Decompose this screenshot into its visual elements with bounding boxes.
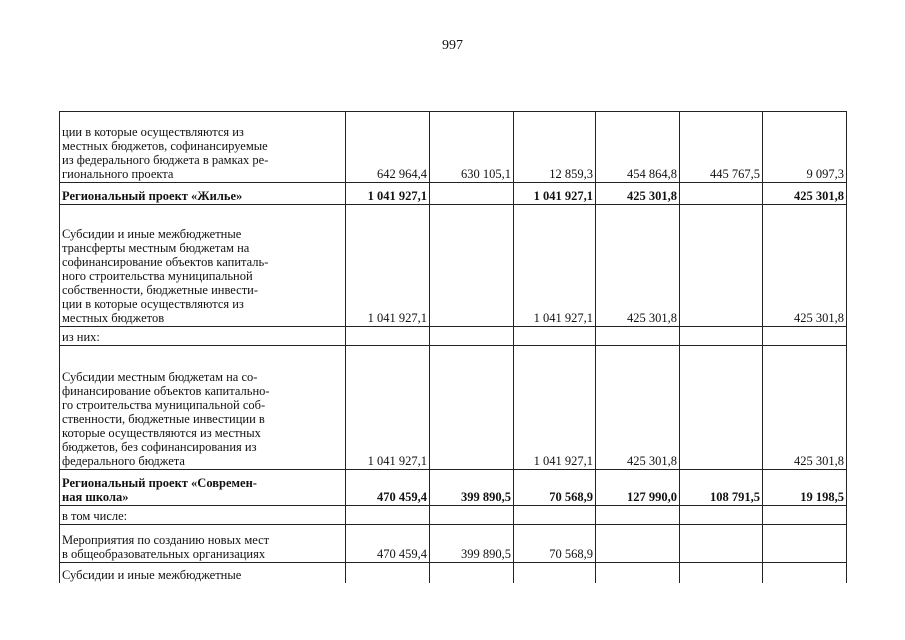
table-row: [60, 112, 847, 183]
budget-table: [59, 111, 847, 583]
value-cell: [514, 327, 596, 346]
table-row: [60, 506, 847, 525]
value-cell: [680, 183, 763, 205]
value-cell: 454 864,8: [596, 112, 680, 183]
value-cell: [430, 506, 514, 525]
row-description: в том числе:: [60, 506, 346, 525]
value-cell: 70 568,9: [514, 470, 596, 506]
table-row: [60, 563, 847, 583]
page-number: 997: [442, 38, 463, 53]
value-cell: [763, 327, 847, 346]
table-row: [60, 327, 847, 346]
value-cell: 70 568,9: [514, 525, 596, 563]
value-cell: [430, 205, 514, 327]
value-cell: 399 890,5: [430, 470, 514, 506]
value-cell: 425 301,8: [596, 346, 680, 470]
value-cell: 9 097,3: [763, 112, 847, 183]
value-cell: [514, 506, 596, 525]
value-cell: [596, 327, 680, 346]
row-description: ции в которые осуществляются из местных бюджетов, софинансируемые из федерального бюджета в рамках ре- гионального проекта: [60, 112, 346, 183]
value-cell: 470 459,4: [346, 470, 430, 506]
value-cell: 19 198,5: [763, 470, 847, 506]
value-cell: [430, 327, 514, 346]
value-cell: 425 301,8: [596, 205, 680, 327]
value-cell: 425 301,8: [763, 205, 847, 327]
row-description: Мероприятия по созданию новых мест в общеобразовательных организациях: [60, 525, 346, 563]
value-cell: 127 990,0: [596, 470, 680, 506]
value-cell: 470 459,4: [346, 525, 430, 563]
value-cell: [596, 506, 680, 525]
table-row: [60, 346, 847, 470]
value-cell: [680, 205, 763, 327]
row-description: Субсидии местным бюджетам на со- финансирование объектов капитально- го строительства муниципальной соб- ственности, бюджетные инвестиции в которые осуществляются из местных бюджетов, без софинансирования из федерального бюджета: [60, 346, 346, 470]
row-description: из них:: [60, 327, 346, 346]
value-cell: [346, 327, 430, 346]
table-row: [60, 205, 847, 327]
value-cell: 1 041 927,1: [514, 183, 596, 205]
value-cell: [680, 327, 763, 346]
value-cell: 425 301,8: [763, 183, 847, 205]
row-description: Региональный проект «Современ- ная школа»: [60, 470, 346, 506]
value-cell: [430, 563, 514, 583]
value-cell: 1 041 927,1: [346, 346, 430, 470]
row-description: Субсидии и иные межбюджетные: [60, 563, 346, 583]
value-cell: [680, 506, 763, 525]
value-cell: 445 767,5: [680, 112, 763, 183]
value-cell: [680, 563, 763, 583]
value-cell: 425 301,8: [596, 183, 680, 205]
table-row: [60, 183, 847, 205]
value-cell: [514, 563, 596, 583]
row-description: Субсидии и иные межбюджетные трансферты местным бюджетам на софинансирование объектов капиталь- ного строительства муниципальной собственности, бюджетные инвести- ции в которые осуществляются из местных бюджетов: [60, 205, 346, 327]
value-cell: 399 890,5: [430, 525, 514, 563]
value-cell: [430, 183, 514, 205]
value-cell: [680, 346, 763, 470]
value-cell: 642 964,4: [346, 112, 430, 183]
value-cell: [430, 346, 514, 470]
value-cell: [763, 525, 847, 563]
value-cell: 1 041 927,1: [514, 205, 596, 327]
value-cell: [763, 506, 847, 525]
table-row: [60, 470, 847, 506]
value-cell: [680, 525, 763, 563]
value-cell: 1 041 927,1: [346, 205, 430, 327]
value-cell: [596, 563, 680, 583]
value-cell: [346, 563, 430, 583]
value-cell: 12 859,3: [514, 112, 596, 183]
value-cell: [346, 506, 430, 525]
value-cell: 108 791,5: [680, 470, 763, 506]
table-row: [60, 525, 847, 563]
value-cell: 1 041 927,1: [346, 183, 430, 205]
value-cell: 630 105,1: [430, 112, 514, 183]
value-cell: [596, 525, 680, 563]
value-cell: 1 041 927,1: [514, 346, 596, 470]
value-cell: [763, 563, 847, 583]
row-description: Региональный проект «Жилье»: [60, 183, 346, 205]
value-cell: 425 301,8: [763, 346, 847, 470]
